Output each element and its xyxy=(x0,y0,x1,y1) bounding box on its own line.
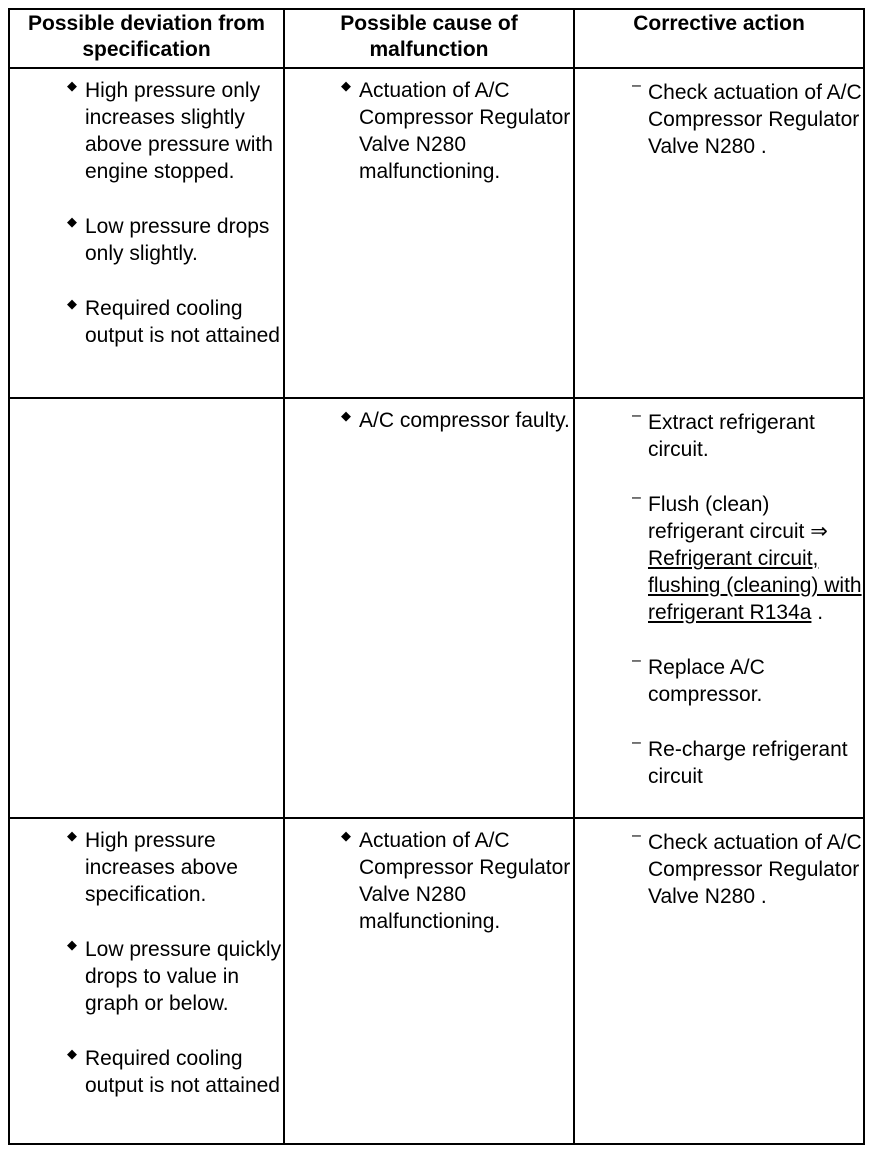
list-item xyxy=(67,936,283,1017)
cause-text: Actuation of A/C Compressor Regulator Valve N280 malfunctioning. xyxy=(359,829,571,933)
deviation-list xyxy=(10,69,283,349)
cause-list xyxy=(285,819,573,935)
bullet-icon: ◆ xyxy=(67,1046,77,1061)
bullet-icon: ◆ xyxy=(67,78,77,93)
action-text: Flush (clean) refrigerant circuit ⇒ xyxy=(648,493,828,543)
action-text: Re-charge refrigerant circuit xyxy=(648,738,848,788)
header-cause: Possible cause of malfunction xyxy=(284,9,574,68)
list-item xyxy=(632,652,863,708)
table-row xyxy=(9,398,864,818)
header-deviation: Possible deviation from specification xyxy=(9,9,284,68)
bullet-icon: ◆ xyxy=(67,214,77,229)
table-row xyxy=(9,68,864,398)
list-item xyxy=(67,77,283,185)
action-text: Replace A/C compressor. xyxy=(648,656,765,706)
list-item xyxy=(632,734,863,790)
list-item xyxy=(67,213,283,267)
deviation-text: Low pressure drops only slightly. xyxy=(85,215,270,265)
list-item xyxy=(632,407,863,463)
action-list xyxy=(575,69,863,160)
bullet-icon: ◆ xyxy=(341,78,351,93)
list-item xyxy=(341,407,573,434)
bullet-icon: ◆ xyxy=(341,408,351,423)
action-cell xyxy=(574,68,864,398)
list-item xyxy=(67,295,283,349)
list-item xyxy=(632,827,863,910)
action-text: Check actuation of A/C Compressor Regulator Valve N280 . xyxy=(648,831,862,908)
dash-icon: – xyxy=(632,489,641,506)
deviation-text: High pressure increases above specification. xyxy=(85,829,238,906)
action-cell xyxy=(574,398,864,818)
action-list xyxy=(575,399,863,790)
dash-icon: – xyxy=(632,77,641,94)
table-header-row xyxy=(9,9,864,68)
action-list xyxy=(575,819,863,910)
deviation-text: Required cooling output is not attained xyxy=(85,1047,280,1097)
deviation-text: Required cooling output is not attained xyxy=(85,297,280,347)
deviation-text: Low pressure quickly drops to value in graph or below. xyxy=(85,938,282,1015)
cause-text: Actuation of A/C Compressor Regulator Valve N280 malfunctioning. xyxy=(359,79,571,183)
cause-list xyxy=(285,69,573,185)
cause-cell xyxy=(284,818,574,1144)
dash-icon: – xyxy=(632,827,641,844)
cause-text: A/C compressor faulty. xyxy=(359,409,570,432)
bullet-icon: ◆ xyxy=(67,937,77,952)
table-row xyxy=(9,818,864,1144)
diagnosis-table xyxy=(8,8,865,1145)
list-item xyxy=(632,77,863,160)
cause-cell xyxy=(284,398,574,818)
dash-icon: – xyxy=(632,652,641,669)
bullet-icon: ◆ xyxy=(67,828,77,843)
list-item xyxy=(67,827,283,908)
action-cell xyxy=(574,818,864,1144)
cause-cell xyxy=(284,68,574,398)
deviation-list xyxy=(10,819,283,1099)
bullet-icon: ◆ xyxy=(67,296,77,311)
action-text: Check actuation of A/C Compressor Regulator Valve N280 . xyxy=(648,81,862,158)
list-item xyxy=(341,827,573,935)
list-item xyxy=(632,489,863,626)
deviation-cell xyxy=(9,398,284,818)
header-action: Corrective action xyxy=(574,9,864,68)
dash-icon: – xyxy=(632,734,641,751)
deviation-cell xyxy=(9,68,284,398)
action-tail: . xyxy=(817,601,824,624)
list-item xyxy=(341,77,573,185)
action-text: Extract refrigerant circuit. xyxy=(648,411,815,461)
dash-icon: – xyxy=(632,407,641,424)
cause-list xyxy=(285,399,573,434)
deviation-cell xyxy=(9,818,284,1144)
list-item xyxy=(67,1045,283,1099)
bullet-icon: ◆ xyxy=(341,828,351,843)
deviation-text: High pressure only increases slightly above pressure with engine stopped. xyxy=(85,79,273,183)
refrigerant-circuit-flushing-link[interactable]: Refrigerant circuit, flushing (cleaning) with refrigerant R134a xyxy=(648,547,862,624)
